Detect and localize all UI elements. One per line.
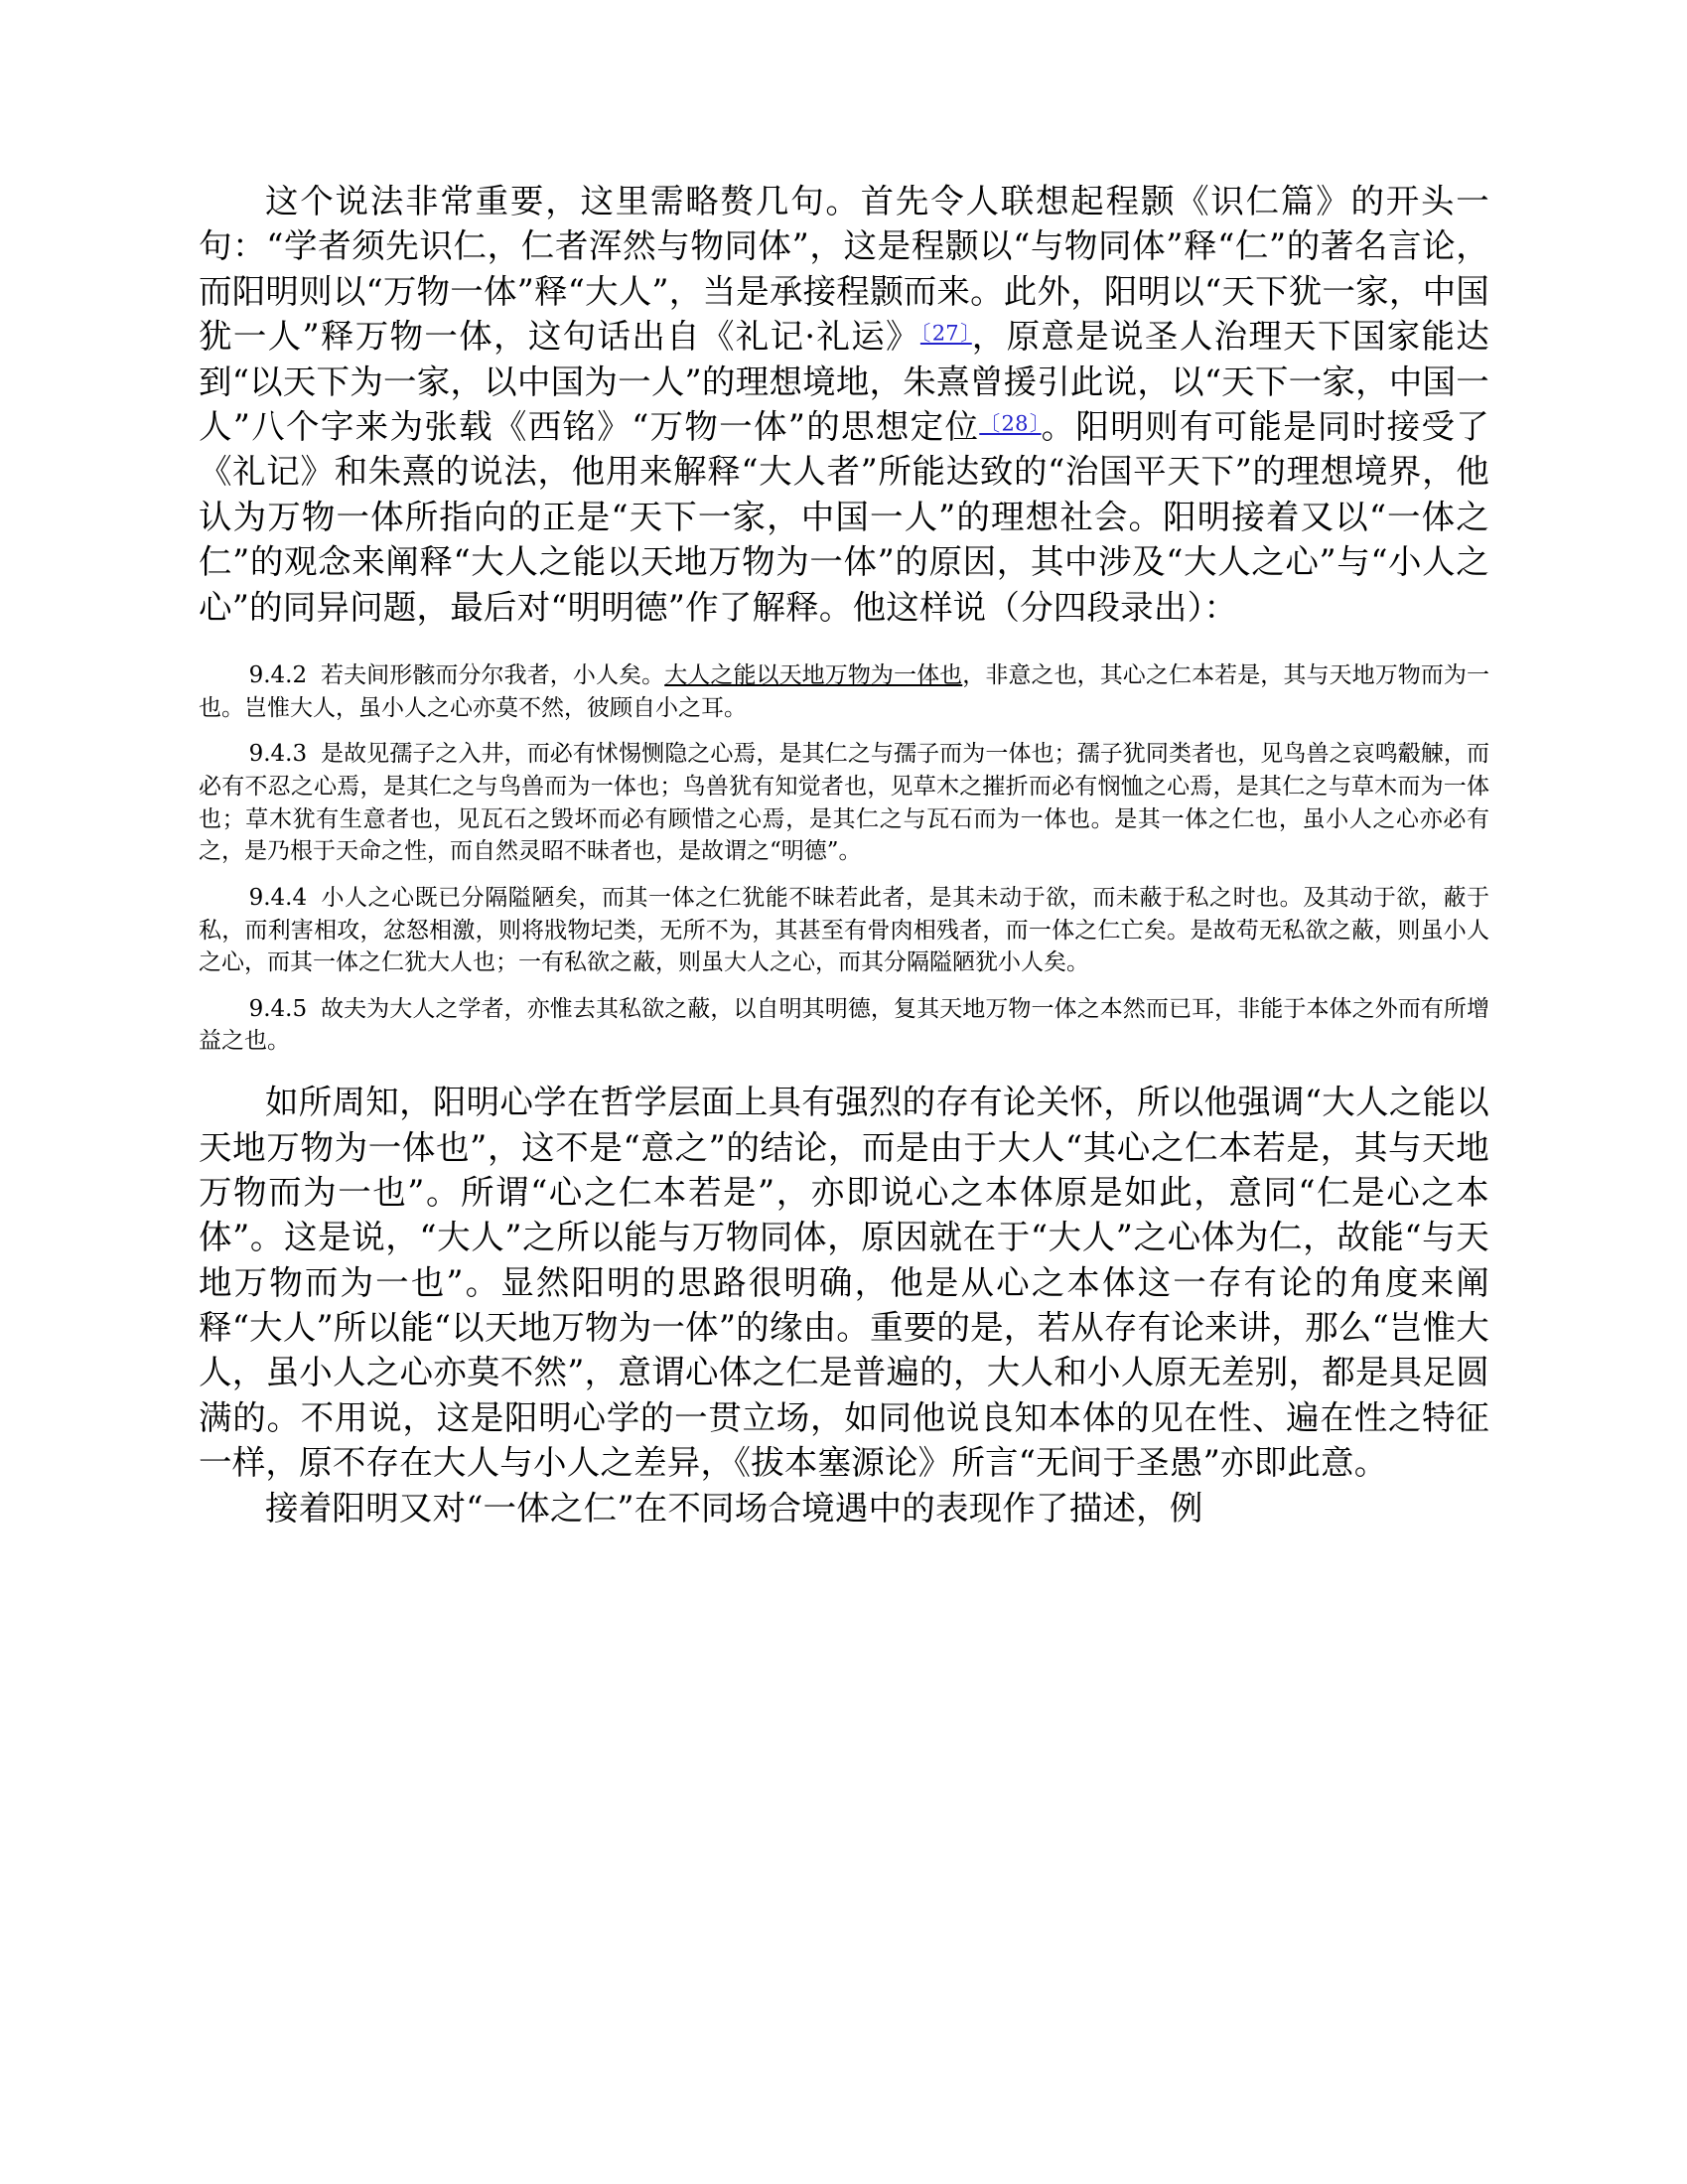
quote-9-4-2-underlined: 大人之能以天地万物为一体也 [664,661,963,688]
quote-number-9-4-4: 9.4.4 [248,884,308,911]
paragraph-intro [199,179,1489,630]
quote-9-4-2-text-after: ，非意之也，其心之仁本若是，其与天地万物而为一也。岂惟大人，虽小人之心亦莫不然，彼顾自小之耳。 [199,661,1490,721]
footnote-ref-27[interactable]: 〔27〕 [919,321,972,346]
document-body [199,179,1489,1530]
quote-number-9-4-2: 9.4.2 [248,661,308,688]
paragraph-intro-text-3: 。阳明则有可能是同时接受了《礼记》和朱熹的说法，他用来解释“大人者”所能达致的“治国平天下”的理想境界，他认为万物一体所指向的正是“天下一家，中国一人”的理想社会。阳明接着又以“一体之仁”的观念来阐释“大人之能以天地万物为一体”的原因，其中涉及“大人之心”与“小人之心”的同异问题，最后对“明明德”作了解释。他这样说（分四段录出）： [199,406,1489,627]
paragraph-intro-text-2: ，原意是说圣人治理天下国家能达到“以天下为一家，以中国为一人”的理想境地，朱熹曾援引此说，以“天下一家，中国一人”八个字来为张载《西铭》“万物一体”的思想定位 [199,317,1489,446]
paragraph-closing: 接着阳明又对“一体之仁”在不同场合境遇中的表现作了描述，例 [265,1488,1203,1528]
quote-9-4-3 [199,738,1489,868]
quote-9-4-3-text: 是故见孺子之入井，而必有怵惕恻隐之心焉，是其仁之与孺子而为一体也；孺子犹同类者也，见鸟兽之哀鸣觳觫，而必有不忍之心焉，是其仁之与鸟兽而为一体也；鸟兽犹有知觉者也，见草木之摧折而必有悯恤之心焉，是其仁之与草木而为一体也；草木犹有生意者也，见瓦石之毁坏而必有顾惜之心焉，是其仁之与瓦石而为一体也。是其一体之仁也，虽小人之心亦必有之，是乃根于天命之性，而自然灵昭不昧者也，是故谓之“明德”。 [199,741,1489,865]
quote-9-4-2 [199,659,1489,724]
quote-9-4-4 [199,882,1489,979]
spacer [199,630,1489,646]
quote-9-4-2-text-before: 若夫间形骸而分尔我者，小人矣。 [320,661,665,688]
quote-9-4-5 [199,993,1489,1058]
paragraph-intro-text-1: 这个说法非常重要，这里需略赘几句。首先令人联想起程颢《识仁篇》的开头一句：“学者须先识仁，仁者浑然与物同体”，这是程颢以“与物同体”释“仁”的著名言论，而阳明则以“万物一体”释“大人”，当是承接程颢而来。此外，阳明以“天下犹一家，中国犹一人”释万物一体，这句话出自《礼记·礼运》 [199,182,1489,357]
quote-9-4-4-text: 小人之心既已分隔隘陋矣，而其一体之仁犹能不昧若此者，是其未动于欲，而未蔽于私之时也。及其动于欲，蔽于私，而利害相攻，忿怒相激，则将戕物圮类，无所不为，其甚至有骨肉相残者，而一体之仁亡矣。是故苟无私欲之蔽，则虽小人之心，而其一体之仁犹大人也；一有私欲之蔽，则虽大人之心，而其分隔隘陋犹小人矣。 [199,884,1489,976]
quote-number-9-4-3: 9.4.3 [248,741,308,768]
quote-9-4-5-text: 故夫为大人之学者，亦惟去其私欲之蔽，以自明其明德，复其天地万物一体之本然而已耳，非能于本体之外而有所增益之也。 [199,995,1489,1055]
footnote-ref-28[interactable]: 〔28〕 [979,411,1042,436]
quote-number-9-4-5: 9.4.5 [248,995,308,1022]
spacer-2 [199,1058,1489,1080]
paragraph-analysis: 如所周知，阳明心学在哲学层面上具有强烈的存有论关怀，所以他强调“大人之能以天地万物为一体也”，这不是“意之”的结论，而是由于大人“其心之仁本若是，其与天地万物而为一也”。所谓“心之仁本若是”，亦即说心之本体原是如此，意同“仁是心之本体”。这是说，“大人”之所以能与万物同体，原因就在于“大人”之心体为仁，故能“与天地万物而为一也”。显然阳明的思路很明确，他是从心之本体这一存有论的角度来阐释“大人”所以能“以天地万物为一体”的缘由。重要的是，若从存有论来讲，那么“岂惟大人，虽小人之心亦莫不然”，意谓心体之仁是普遍的，大人和小人原无差别，都是具足圆满的。不用说，这是阳明心学的一贯立场，如同他说良知本体的见在性、遍在性之特征一样，原不存在大人与小人之差异，《拔本塞源论》所言“无间于圣愚”亦即此意。 [199,1083,1489,1483]
